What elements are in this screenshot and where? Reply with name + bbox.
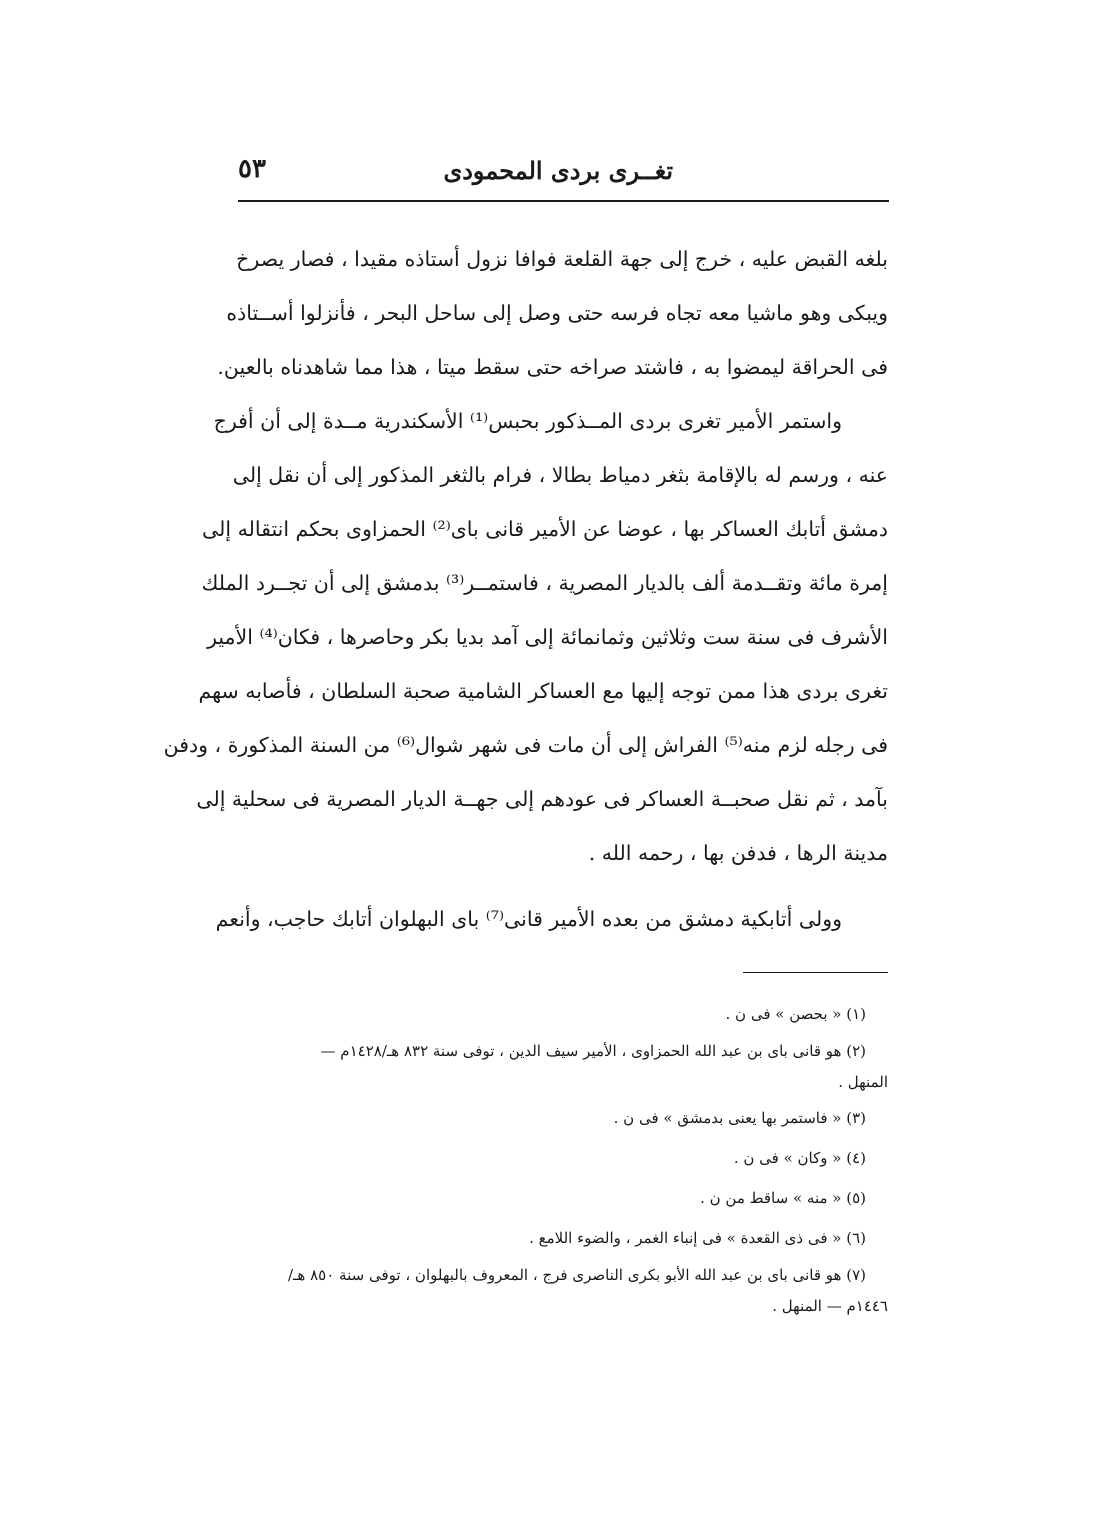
body-line: مدينة الرها ، فدفن بها ، رحمه الله . — [588, 841, 888, 865]
body-line: الأشرف فى سنة ست وثلاثين وثمانمائة إلى آمد بديا بكر وحاصرها ، فكان⁽⁴⁾ الأمير — [207, 625, 888, 649]
paragraph-gap — [240, 880, 888, 892]
footnote: (٧) هو قانى باى بن عبد الله الأبو بكرى الناصرى فرج ، المعروف بالبهلوان ، توفى سنة ٨٥٠ هـ/ — [287, 1266, 866, 1284]
footnote-continuation: ١٤٤٦م — المنهل . — [772, 1297, 888, 1315]
body-line: بلغه القبض عليه ، خرج إلى جهة القلعة فوافا نزول أستاذه مقيدا ، فصار يصرخ — [236, 247, 888, 271]
body-text — [163, 232, 888, 946]
running-title: تغــرى بردى المحمودى — [443, 156, 673, 185]
body-line: فى الحراقة ليمضوا به ، فاشتد صراخه حتى سقط ميتا ، هذا مما شاهدناه بالعين. — [217, 355, 888, 379]
footnote: (٦) « فى ذى القعدة » فى إنباء الغمر ، والضوء اللامع . — [529, 1229, 866, 1247]
running-head — [238, 152, 888, 192]
body-line: دمشق أتابك العساكر بها ، عوضا عن الأمير قانى باى⁽²⁾ الحمزاوى بحكم انتقاله إلى — [202, 517, 888, 541]
footnote: (٤) « وكان » فى ن . — [733, 1149, 866, 1167]
footnote: (٢) هو قانى باى بن عبد الله الحمزاوى ، الأمير سيف الدين ، توفى سنة ٨٣٢ هـ/١٤٢٨م — — [320, 1042, 866, 1060]
header-rule — [238, 200, 889, 202]
body-line: تغرى بردى هذا ممن توجه إليها مع العساكر الشامية صحبة السلطان ، فأصابه سهم — [198, 679, 888, 703]
footnotes — [240, 994, 888, 1322]
body-line: عنه ، ورسم له بالإقامة بثغر دمياط بطالا ، فرام بالثغر المذكور إلى أن نقل إلى — [232, 463, 888, 487]
page-number: ٥٣ — [238, 154, 266, 184]
footnote: (٣) « فاستمر بها يعنى بدمشق » فى ن . — [613, 1109, 866, 1127]
body-line: بآمد ، ثم نقل صحبــة العساكر فى عودهم إلى جهــة الديار المصرية فى سحلية إلى — [196, 787, 888, 811]
footnote: (١) « بحصن » فى ن . — [725, 1005, 866, 1023]
footnote-continuation: المنهل . — [838, 1073, 888, 1091]
body-line: فى رجله لزم منه⁽⁵⁾ الفراش إلى أن مات فى شهر شوال⁽⁶⁾ من السنة المذكورة ، ودفن — [163, 733, 888, 757]
body-line: إمرة مائة وتقــدمة ألف بالديار المصرية ، فاستمــر⁽³⁾ بدمشق إلى أن تجــرد الملك — [201, 571, 888, 595]
body-line: واستمر الأمير تغرى بردى المــذكور بحبس⁽¹⁾ الأسكندرية مــدة إلى أن أفرج — [213, 409, 842, 433]
footnote: (٥) « منه » ساقط من ن . — [700, 1189, 866, 1207]
footnote-rule — [743, 972, 888, 973]
body-line: ويبكى وهو ماشيا معه تجاه فرسه حتى وصل إلى ساحل البحر ، فأنزلوا أســتاذه — [226, 301, 888, 325]
body-line: وولى أتابكية دمشق من بعده الأمير قانى⁽⁷⁾ باى البهلوان أتابك حاجب، وأنعم — [215, 907, 842, 931]
